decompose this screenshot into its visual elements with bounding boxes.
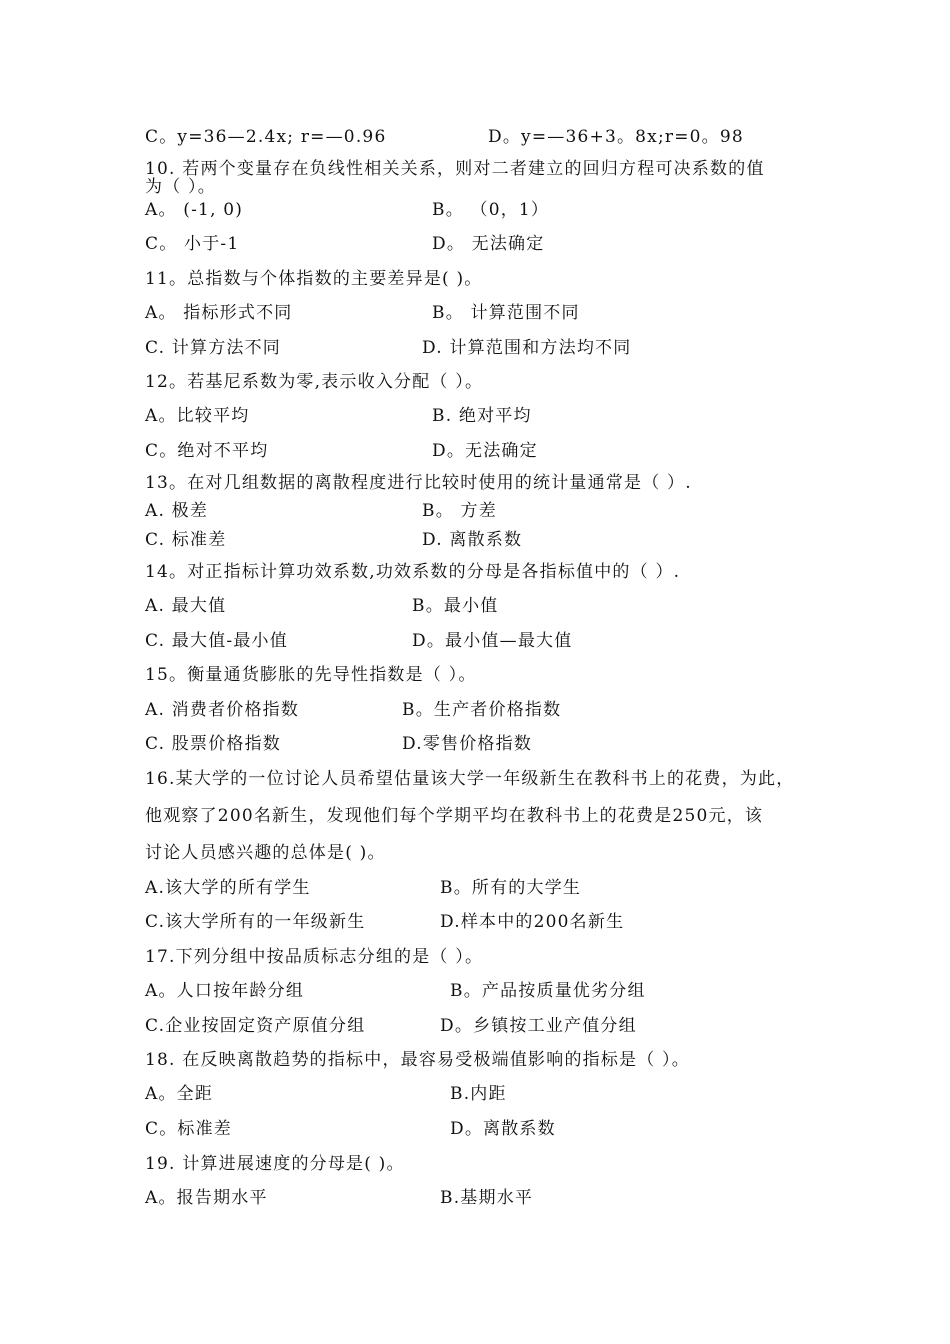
q19-stem: 19. 计算进展速度的分母是( )。 — [145, 1154, 405, 1174]
q10-option-c: C。 小于-1 — [145, 234, 240, 254]
q12-option-a: A。比较平均 — [145, 406, 250, 426]
q12-option-b: B. 绝对平均 — [432, 406, 532, 426]
q13-option-d: D. 离散系数 — [422, 530, 523, 550]
q19-option-a: A。报告期水平 — [145, 1188, 268, 1208]
q10-stem-line2: 为（ ）。 — [145, 177, 216, 197]
q13-option-b: B。 方差 — [422, 501, 497, 521]
q17-option-d: D。乡镇按工业产值分组 — [440, 1016, 637, 1036]
q11-option-b: B。 计算范围不同 — [432, 303, 580, 323]
q16-stem-line2: 他观察了200名新生，发现他们每个学期平均在教科书上的花费是250元，该 — [145, 806, 764, 826]
q10-option-a: A。 (-1, 0) — [145, 200, 244, 220]
q15-option-c: C. 股票价格指数 — [145, 734, 282, 754]
q11-stem: 11。总指数与个体指数的主要差异是( )。 — [145, 269, 483, 289]
q11-option-c: C. 计算方法不同 — [145, 338, 282, 358]
q9-option-c: C。y=36—2.4x; r=—0.96 — [145, 127, 387, 147]
q14-option-a: A. 最大值 — [145, 596, 227, 616]
q16-stem-line1: 16.某大学的一位讨论人员希望估量该大学一年级新生在教科书上的花费，为此， — [145, 769, 795, 789]
q11-option-d: D. 计算范围和方法均不同 — [422, 338, 632, 358]
q14-option-b: B。最小值 — [412, 596, 499, 616]
q14-stem: 14。对正指标计算功效系数,功效系数的分母是各指标值中的（ ）. — [145, 562, 681, 582]
q19-option-b: B.基期水平 — [440, 1188, 534, 1208]
q9-option-d: D。y=—36+3。8x;r=0。98 — [488, 127, 744, 147]
q12-option-c: C。绝对不平均 — [145, 441, 269, 461]
q18-option-a: A。全距 — [145, 1084, 214, 1104]
q10-stem-line1: 10. 若两个变量存在负线性相关关系，则对二者建立的回归方程可决系数的值 — [145, 159, 765, 179]
q10-option-d: D。 无法确定 — [432, 234, 545, 254]
q14-option-c: C. 最大值-最小值 — [145, 631, 288, 651]
q15-stem: 15。衡量通货膨胀的先导性指数是（ ）。 — [145, 665, 477, 685]
q18-option-d: D。离散系数 — [450, 1119, 556, 1139]
q13-option-a: A. 极差 — [145, 501, 209, 521]
q10-option-b: B。 （0，1） — [432, 200, 550, 220]
q15-option-b: B。生产者价格指数 — [402, 700, 562, 720]
q13-stem: 13。在对几组数据的离散程度进行比较时使用的统计量通常是（ ）. — [145, 473, 692, 493]
q15-option-a: A. 消费者价格指数 — [145, 700, 300, 720]
q18-option-c: C。标准差 — [145, 1119, 233, 1139]
q17-option-a: A。人口按年龄分组 — [145, 981, 305, 1001]
q13-option-c: C. 标准差 — [145, 530, 227, 550]
q18-stem: 18. 在反映离散趋势的指标中，最容易受极端值影响的指标是（ ）。 — [145, 1050, 690, 1070]
q18-option-b: B.内距 — [450, 1084, 507, 1104]
q14-option-d: D。最小值—最大值 — [412, 631, 573, 651]
q17-option-c: C.企业按固定资产原值分组 — [145, 1016, 366, 1036]
q16-option-c: C.该大学所有的一年级新生 — [145, 912, 366, 932]
q15-option-d: D.零售价格指数 — [402, 734, 533, 754]
q16-option-a: A.该大学的所有学生 — [145, 878, 311, 898]
q17-option-b: B。产品按质量优劣分组 — [450, 981, 646, 1001]
q12-option-d: D。无法确定 — [432, 441, 538, 461]
q11-option-a: A。 指标形式不同 — [145, 303, 293, 323]
q16-stem-line3: 讨论人员感兴趣的总体是( )。 — [145, 843, 386, 863]
q16-option-b: B。所有的大学生 — [440, 878, 582, 898]
q16-option-d: D.样本中的200名新生 — [440, 912, 625, 932]
q12-stem: 12。若基尼系数为零,表示收入分配（ ）。 — [145, 372, 484, 392]
q17-stem: 17.下列分组中按品质标志分组的是（ ）。 — [145, 947, 484, 967]
